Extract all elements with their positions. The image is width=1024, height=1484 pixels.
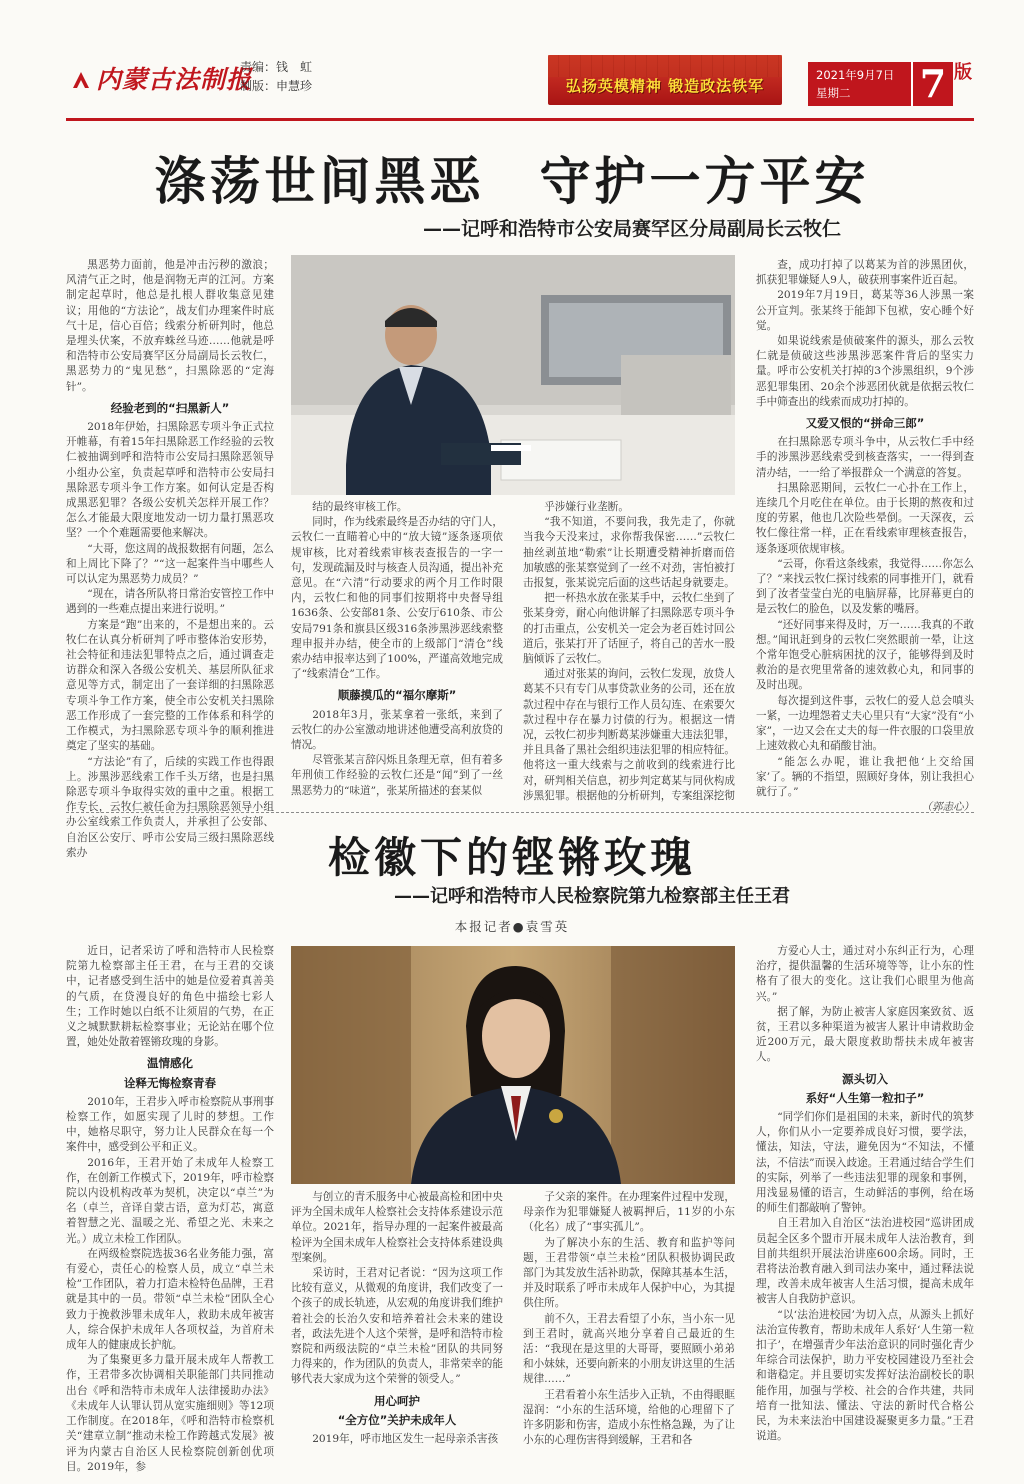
paragraph: 通过对张某的询问，云牧仁发现，放贷人葛某不只有专门从事贷款业务的公司，还在放款过程中存在与银行工作人员勾连、在索要欠款过程中存在暴力讨债的行为。根据这一情况，云牧仁初步判断葛某涉嫌重大违法犯罪，并且具备了黑社会组织违法犯罪的相应特征。他将这一重大线索与之前收到的线索进行比对，研判相关信息，初步判定葛某与同伙构成涉黑犯罪。根据他的分析研判，专案组深挖彻 <box>523 668 735 802</box>
paragraph: 把一杯热水放在张某手中，云牧仁坐到了张某身旁，耐心向他讲解了扫黑除恶专项斗争的打击重点，公安机关一定会为老百姓讨回公道后，张某打开了话匣子，将自己的苦水一股脑倾诉了云牧仁。 <box>523 592 735 666</box>
prosecutor-photo <box>291 946 735 1184</box>
article2-column-1 <box>66 944 274 1473</box>
article2-column-2 <box>291 1190 503 1464</box>
paragraph: “大哥，您这周的战报数据有问题，怎么和上周比下降了？”“这一起案件当中哪些人可以认定为黑恶势力成员？” <box>66 542 274 586</box>
article2-column-3 <box>523 1190 735 1464</box>
editor-line: 责编：钱 虹 <box>240 60 313 74</box>
banner-slogan: 弘扬英模精神 锻造政法铁军 <box>565 77 765 95</box>
article2-title: 检徽下的铿锵玫瑰 <box>327 833 696 882</box>
header-rule <box>66 118 974 121</box>
paragraph: “我不知道，不要问我，我先走了，你就当我今天没来过，求你帮我保密……”云牧仁抽丝剥茧地“勒索”让长期遭受精神折磨而倍加敏感的张某察觉到了一丝不对劲，害怕被打击报复，张某说完后面的这些话起身就要走。 <box>523 516 735 590</box>
paragraph: 近日，记者采访了呼和浩特市人民检察院第九检察部主任王君，在与王君的交谈中，记者感受到生活中的她是位爱着真善美的气质，在贷漫良好的角色中描绘七彩人生；工作时她以白纸不让须眉的气势，在正义之城默默耕耘检察事业；无论站在哪个位置，她处处散着铿锵玫瑰的身影。 <box>66 945 274 1049</box>
slogan-banner <box>548 55 782 105</box>
paragraph: 前不久，王君去看望了小东，当小东一见到王君时，就高兴地分享着自己最近的生活：“我现在是这里的大哥哥，要照顾小弟弟和小妹妹，还要向新来的小朋友讲这里的生活规律……” <box>523 1312 735 1386</box>
paragraph: 王君看着小东生活步入正轨，不由得眼眶湿润：“小东的生活环境，给他的心理留下了许多阴影和伤害，造成小东性格急躁，为了让小东的心理伤害得到缓解，王君和各 <box>523 1388 735 1447</box>
issue-weekday: 星期二 <box>816 86 851 100</box>
paragraph: 查，成功打掉了以葛某为首的涉黑团伙，抓获犯罪嫌疑人9人，破获刑事案件近百起。 <box>756 259 974 287</box>
paragraph: 自王君加入自治区“法治进校园”巡讲团成员起全区多个盟市开展未成年人法治教育，到目前共组织开展法治讲座600余场。同时，王君将法治教育融入到司法办案中，通过释法说理，改善未成年被害人生活习惯，提高未成年被害人自我防护意识。 <box>756 1217 974 1306</box>
section-heading-line2: “全方位”关护未成年人 <box>337 1412 457 1427</box>
paragraph: 扫黑除恶期间，云牧仁一心扑在工作上，连续几个月吃住在单位。由于长期的熬夜和过度的劳累，他也几次险些晕倒。一天深夜，云牧仁像往常一样，正在看线索审理核查报告，逐条逐项依规审核。 <box>756 481 974 555</box>
paper-logo <box>70 60 252 96</box>
paragraph: 2019年，呼市地区发生一起母亲杀害孩 <box>312 1433 499 1446</box>
paragraph: 尽管张某言辞闪烁且条理无章，但有着多年刑侦工作经验的云牧仁还是“闻”到了一丝黑恶势力的“味道”，张某所描述的套某似 <box>291 754 503 797</box>
paragraph: 每次提到这件事，云牧仁的爱人总会嗔头一紧，一边埋怨着丈夫心里只有“大家”没有“小家”，一边又会在丈夫的每一件衣服的口袋里放上速效救心丸和硝酸甘油。 <box>756 694 974 753</box>
paragraph: 方案是“跑”出来的，不是想出来的。云牧仁在认真分析研判了呼市整体治安形势，社会特征和违法犯罪特点之后，通过调查走访群众和深入各级公安机关、基层所队征求意见等方式，制定出了一套详细的扫黑除恶专项斗争工作方案，使全市公安机关扫黑除恶工作形成了一套完整的工作体系和科学的工作模式，为扫黑除恶专项斗争的顺利推进奠定了坚实的基础。 <box>66 618 274 753</box>
editor-credits <box>240 58 312 96</box>
section-heading: 用心呵护 <box>374 1393 420 1408</box>
paragraph: “同学们你们是祖国的未来，新时代的筑梦人，你们从小一定要养成良好习惯，要学法，懂法，知法，守法，避免因为“不知法，不懂法，不信法”而误入歧途。王君通过结合学生们的实际，列举了一些违法犯罪的现象和事例，用浅显易懂的语言，生动鲜活的事例，给在场的师生们都敲响了警钟。 <box>756 1111 974 1215</box>
paragraph: “以‘法治进校园’为切入点，从源头上抓好法治宣传教育，帮助未成年人系好‘人生第一粒扣子’，在增强青少年法治意识的同时强化青少年综合司法保护，助力平安校园建设乃至社会和谐稳定。并且要切实发挥好法治副校长的职能作用，加强与学校、社会的合作共建，共同培育一批知法、懂法、守法的新时代合格公民，为未来法治中国建设凝聚更多力量。”王君说道。 <box>756 1308 974 1443</box>
masthead <box>0 0 1024 120</box>
article-divider <box>66 812 974 813</box>
producer-line: 制版：申慧珍 <box>240 79 313 93</box>
paragraph: 采访时，王君对记者说：“因为这项工作比较有意义，从微观的角度讲，我们改变了一个孩子的成长轨迹，从宏观的角度讲我们维护着社会的长治久安和培养着社会未来的建设者，政法先进个人这个荣誉，是呼和浩特市检察院和两级法院的“卓兰未检”团队的共同努力得来的，作为团队的负责人，非常荣幸的能够代表大家成为这个荣誉的领受人。” <box>291 1267 503 1386</box>
article1-photo <box>291 255 735 495</box>
author-signature: （郭恚心） <box>921 801 974 814</box>
paragraph: 与创立的青禾服务中心被最高检和团中央评为全国未成年人检察社会支持体系建设示范单位。2021年，指导办理的一起案件被最高检评为全国未成年人检察社会支持体系建设典型案例。 <box>291 1191 503 1264</box>
paragraph: 据了解，为防止被害人家庭因案致贫、返贫，王君以多种渠道为被害人累计申请救助金近200万元，最大限度救助帮扶未成年被害人。 <box>756 1005 974 1064</box>
section-heading: 源头切入 <box>842 1071 888 1086</box>
article1-column-1 <box>66 258 274 859</box>
paragraph: 为了集聚更多力量开展未成年人帮教工作，王君带多次协调相关职能部门共同推动出台《呼和浩特市未成年人法律援助办法》《未成年人认罪认罚从宽实施细则》等12项工作制度。在2018年，《呼和浩特市检察机关“建章立制”推动未检工作跨越式发展》被评为内蒙古自治区人民检察院创新创优项目。2019年，参 <box>66 1354 274 1473</box>
paragraph: 黑恶势力面前，他是冲击污秽的激浪；风清气正之时，他是润物无声的江河。方案制定起草时，他总是扎根人群收集意见建议；用他的“方法论”，战友们办理案件时底气十足，信心百倍；线索分析研判时，他总是埋头伏案，不放弃蛛丝马迹……他就是呼和浩特市公安局赛罕区分局副局长云牧仁，黑恶势力的“鬼见愁”，扫黑除恶的“定海针”。 <box>66 259 274 393</box>
paper-name: 内蒙古法制报 <box>96 65 253 94</box>
section-heading: 又爱又恨的“拼命三郎” <box>805 416 925 431</box>
section-heading: 温情感化 <box>147 1056 193 1071</box>
section-heading-line2: 诠释无悔检察青春 <box>124 1075 216 1090</box>
police-officer-photo <box>291 255 735 495</box>
paragraph: “云哥，你看这条线索，我觉得……你怎么了？”来找云牧仁探讨线索的同事推开门，就看到了汝者莹莹白光的电脑屏幕，比屏幕更白的是云牧仁的脸色，以及发紫的嘴唇。 <box>756 557 974 616</box>
paragraph: 2016年，王君开始了未成年人检察工作，在创新工作模式下，2019年，呼市检察院以内设机构改革为契机，决定以“卓兰”为名（卓兰，音译自蒙古语，意为灯芯，寓意着智慧之光、温暖之光、希望之光、未来之光。）成立未检工作团队。 <box>66 1156 274 1245</box>
paragraph: 2019年7月19日，葛某等36人涉黑一案公开宣判。张某终于能卸下包袱，安心睡个好觉。 <box>756 289 974 332</box>
date-box <box>808 62 911 106</box>
paper-logo-icon <box>70 69 92 91</box>
paragraph: 在两级检察院选拔36名业务能力强，富有爱心，责任心的检察人员，成立“卓兰未检”工作团队，着力打造未检特色品牌，王君就是其中的一员。带领“卓兰未检”团队全心致力于挽救涉罪未成年人，救助未成年被害人，综合保护未成年人各项权益，为首府未成年人的健康成长护航。 <box>66 1247 274 1352</box>
issue-date: 2021年9月7日 <box>816 68 895 82</box>
page-number: 7 <box>911 62 953 106</box>
paragraph: 结的最终审核工作。 <box>312 501 408 513</box>
section-heading: 顺藤摸瓜的“福尔摩斯” <box>337 688 457 703</box>
paragraph: 子父亲的案件。在办理案件过程中发现，母亲作为犯罪嫌疑人被羁押后，11岁的小东（化名）成了“事实孤儿”。 <box>523 1191 735 1234</box>
article1-column-2 <box>291 500 503 808</box>
article1-title: 涤荡世间黑恶 守护一方平安 <box>154 152 870 212</box>
paragraph: “现在，请各所队将日常治安管控工作中遇到的一些难点提出来进行说明。” <box>66 588 274 616</box>
paragraph: 2018年伊始，扫黑除恶专项斗争正式拉开帷幕，有着15年扫黑除恶工作经验的云牧仁被抽调到呼和浩特市公安局扫黑除恶领导小组办公室，负责起草呼和浩特市公安局扫黑除恶专项斗争工作方案。如何认定是否构成黑恶犯罪？各级公安机关怎样开展工作？怎么才能最大限度地发动一切力量打黑恶攻坚？一个个难题需要他来解决。 <box>66 421 274 540</box>
paragraph: 方爱心人士，通过对小东纠正行为，心理治疗，提供温馨的生活环境等等，让小东的性格有了很大的变化。这让我们心眼里为他高兴。” <box>756 945 974 1003</box>
page-label: 版 <box>954 62 972 83</box>
section-heading: 经验老到的“扫黑新人” <box>110 400 230 415</box>
paragraph: 同时，作为线索最终是否办结的守门人，云牧仁一直瞄着心中的“放大镜”逐条逐项依规审核，比对着线索审核表查报告的一字一句，发现疏漏及时与核查人员沟通，提出补充意见。在“六清”行动要求的两个月工作时限内，云牧仁和他的同事们按期将中央督导组1636条、公安部81条、公安厅610条、市公安局791条和旗县区级316条涉黑涉恶线索整理申报并办结，使全市的上级部门“清仓”线索办结申报率达到了100%，严谨高效地完成了“线索清仓”工作。 <box>291 516 503 681</box>
paragraph: “方法论”有了，后续的实践工作也得跟上。涉黑涉恶线索工作千头万绪，也是扫黑除恶专项斗争取得实效的重中之重。根据工作专长，云牧仁被任命为扫黑除恶领导小组办公室线索工作负责人，并承担了公安部、自治区公安厅、呼市公安局三级扫黑除恶线索办 <box>66 755 274 859</box>
section-heading-line2: 系好“人生第一粒扣子” <box>805 1090 925 1105</box>
paragraph: 2018年3月，张某拿着一张纸，来到了云牧仁的办公室激动地讲述他遭受高利放贷的情况。 <box>291 708 503 752</box>
paragraph: 2010年，王君步入呼市检察院从事刑事检察工作，如愿实现了儿时的梦想。工作中，她格尽职守，努力让人民群众在每一个案件中，感受到公平和正义。 <box>66 1095 274 1154</box>
article2-column-4 <box>756 944 974 1464</box>
great-wall-graphic <box>548 55 782 77</box>
paragraph: 为了解决小东的生活、教育和监护等问题，王君带领“卓兰未检”团队积极协调民政部门为其发放生活补助款，保障其基本生活，并及时联系了呼市未成年人保护中心，为其提供住所。 <box>523 1236 735 1310</box>
article2-photo <box>291 946 735 1184</box>
article2-subtitle: ——记呼和浩特市人民检察院第九检察部主任王君 <box>394 886 790 907</box>
article1-column-4 <box>756 258 974 814</box>
paragraph: 在扫黑除恶专项斗争中，从云牧仁手中经手的涉黑涉恶线索受到核查落实，一一得到查清办结，一一给了举报群众一个满意的答复。 <box>756 436 974 479</box>
paragraph: “能怎么办呢，谁让我把他‘上交给国家’了。辆的不指望，照顾好身体，别让我担心就行了。” <box>756 755 974 798</box>
article1-subtitle: ——记呼和浩特市公安局赛罕区分局副局长云牧仁 <box>422 218 841 240</box>
article2-byline: 本报记者●袁雪英 <box>454 919 570 934</box>
article1-column-3 <box>523 500 735 808</box>
paragraph: “还好同事来得及时，万一……我真的不敢想。”闻讯赶到身的云牧仁突然眼前一晕，让这个常年饱受心脏病困扰的汉子，能够得到及时救治的是衣兜里常备的速效救心丸，和同事的及时出现。 <box>756 618 974 692</box>
paragraph: 如果说线索是侦破案件的源头，那么云牧仁就是侦破这些涉黑涉恶案件背后的坚实力量。呼市公安机关打掉的3个涉黑组织，9个涉恶犯罪集团、20余个涉恶团伙就是依据云牧仁手中筛查出的线索而成功打掉的。 <box>756 335 974 408</box>
paragraph: 乎涉嫌行业垄断。 <box>544 501 629 513</box>
